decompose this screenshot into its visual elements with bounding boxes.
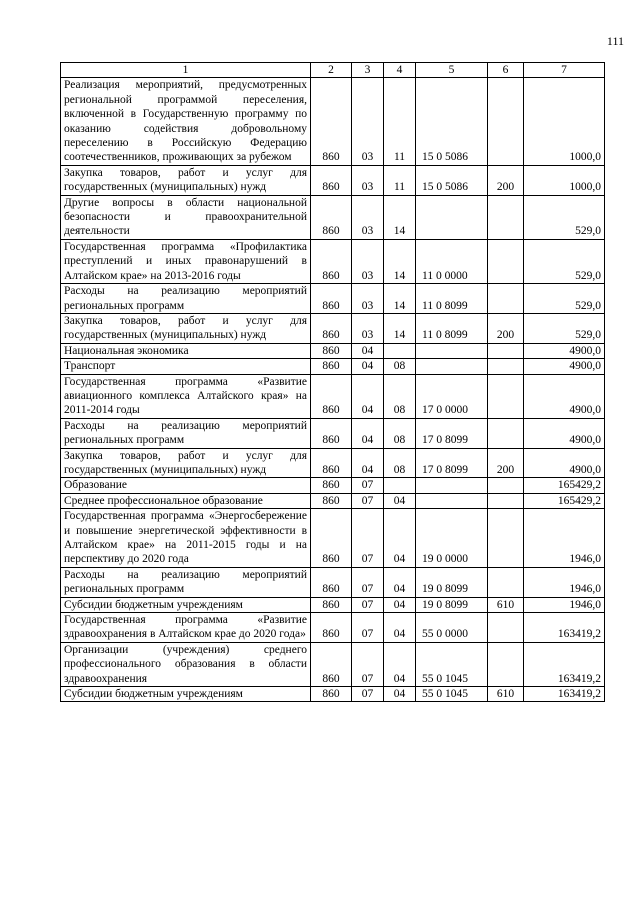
row-name bbox=[61, 613, 311, 643]
row-csr: 15 0 5086 bbox=[416, 78, 488, 165]
row-vr: 610 bbox=[488, 687, 524, 702]
row-csr bbox=[416, 493, 488, 508]
row-vr bbox=[488, 478, 524, 493]
row-ved: 860 bbox=[311, 567, 352, 597]
row-rz: 03 bbox=[352, 284, 384, 314]
row-csr: 55 0 1045 bbox=[416, 687, 488, 702]
row-name-text: Среднее профессиональное образование bbox=[64, 494, 263, 507]
row-vr bbox=[488, 509, 524, 568]
row-name bbox=[61, 195, 311, 239]
row-sum: 165429,2 bbox=[524, 478, 605, 493]
row-name-text: Закупка товаров, работ и услуг для государственных (муниципальных) нужд bbox=[64, 449, 307, 476]
row-vr bbox=[488, 642, 524, 686]
table-row bbox=[61, 343, 605, 358]
row-vr bbox=[488, 374, 524, 418]
column-header: 1 bbox=[61, 63, 311, 78]
column-header: 3 bbox=[352, 63, 384, 78]
row-name bbox=[61, 509, 311, 568]
row-sum: 163419,2 bbox=[524, 687, 605, 702]
row-name-text: Государственная программа «Развитие здравоохранения в Алтайском крае до 2020 года» bbox=[64, 614, 307, 641]
table-row bbox=[61, 78, 605, 165]
page-number: 111 bbox=[606, 34, 624, 48]
row-csr: 19 0 8099 bbox=[416, 567, 488, 597]
row-name bbox=[61, 478, 311, 493]
row-rz: 03 bbox=[352, 78, 384, 165]
row-sum: 163419,2 bbox=[524, 642, 605, 686]
row-ved: 860 bbox=[311, 493, 352, 508]
row-csr: 11 0 8099 bbox=[416, 284, 488, 314]
table-row bbox=[61, 374, 605, 418]
row-name-text: Образование bbox=[64, 479, 128, 492]
table-row bbox=[61, 642, 605, 686]
row-name-text: Реализация мероприятий, предусмотренных региональной программой переселения, включенной в Государственную программу по оказанию содействия добровольному переселению в Российскую Федерацию соотечественников, проживающих за рубежом bbox=[64, 79, 307, 164]
table-row bbox=[61, 195, 605, 239]
row-pr: 04 bbox=[384, 613, 416, 643]
row-sum: 529,0 bbox=[524, 284, 605, 314]
row-name bbox=[61, 493, 311, 508]
row-ved: 860 bbox=[311, 509, 352, 568]
row-sum: 163419,2 bbox=[524, 613, 605, 643]
row-pr: 04 bbox=[384, 493, 416, 508]
row-name bbox=[61, 165, 311, 195]
row-pr: 04 bbox=[384, 642, 416, 686]
table-row bbox=[61, 597, 605, 612]
row-rz: 07 bbox=[352, 567, 384, 597]
row-pr: 14 bbox=[384, 313, 416, 343]
row-sum: 1000,0 bbox=[524, 165, 605, 195]
table-row bbox=[61, 418, 605, 448]
row-pr: 04 bbox=[384, 687, 416, 702]
table-row bbox=[61, 239, 605, 283]
row-csr: 55 0 0000 bbox=[416, 613, 488, 643]
table-body bbox=[61, 78, 605, 702]
table-row bbox=[61, 687, 605, 702]
row-sum: 4900,0 bbox=[524, 448, 605, 478]
row-ved: 860 bbox=[311, 642, 352, 686]
row-rz: 03 bbox=[352, 195, 384, 239]
row-rz: 04 bbox=[352, 359, 384, 374]
row-csr bbox=[416, 359, 488, 374]
row-sum: 529,0 bbox=[524, 239, 605, 283]
row-pr: 08 bbox=[384, 374, 416, 418]
row-sum: 4900,0 bbox=[524, 359, 605, 374]
row-sum: 165429,2 bbox=[524, 493, 605, 508]
row-csr: 15 0 5086 bbox=[416, 165, 488, 195]
row-name-text: Расходы на реализацию мероприятий региональных программ bbox=[64, 285, 307, 312]
row-ved: 860 bbox=[311, 418, 352, 448]
table-row bbox=[61, 313, 605, 343]
row-name-text: Государственная программа «Профилактика преступлений и иных правонарушений в Алтайском крае» на 2013-2016 годы bbox=[64, 240, 307, 282]
row-name bbox=[61, 239, 311, 283]
row-rz: 03 bbox=[352, 239, 384, 283]
row-csr: 17 0 0000 bbox=[416, 374, 488, 418]
row-rz: 07 bbox=[352, 687, 384, 702]
row-rz: 04 bbox=[352, 343, 384, 358]
row-csr: 11 0 8099 bbox=[416, 313, 488, 343]
row-rz: 07 bbox=[352, 597, 384, 612]
row-csr bbox=[416, 195, 488, 239]
row-rz: 07 bbox=[352, 478, 384, 493]
row-vr bbox=[488, 343, 524, 358]
row-sum: 529,0 bbox=[524, 313, 605, 343]
header-row bbox=[61, 63, 605, 78]
row-name-text: Национальная экономика bbox=[64, 344, 189, 357]
table-row bbox=[61, 284, 605, 314]
row-pr: 08 bbox=[384, 359, 416, 374]
row-sum: 4900,0 bbox=[524, 374, 605, 418]
row-name bbox=[61, 313, 311, 343]
row-name bbox=[61, 374, 311, 418]
row-rz: 04 bbox=[352, 374, 384, 418]
row-csr: 19 0 0000 bbox=[416, 509, 488, 568]
row-ved: 860 bbox=[311, 239, 352, 283]
row-pr bbox=[384, 343, 416, 358]
row-name-text: Организации (учреждения) среднего профессионального образования в области здравоохранения bbox=[64, 643, 307, 685]
row-ved: 860 bbox=[311, 165, 352, 195]
row-ved: 860 bbox=[311, 313, 352, 343]
row-name-text: Расходы на реализацию мероприятий региональных программ bbox=[64, 568, 307, 596]
row-name bbox=[61, 78, 311, 165]
row-csr bbox=[416, 478, 488, 493]
row-sum: 1946,0 bbox=[524, 509, 605, 568]
row-pr: 14 bbox=[384, 195, 416, 239]
row-pr: 11 bbox=[384, 78, 416, 165]
row-csr: 19 0 8099 bbox=[416, 597, 488, 612]
row-csr: 55 0 1045 bbox=[416, 642, 488, 686]
row-name-text: Другие вопросы в области национальной безопасности и правоохранительной деятельности bbox=[64, 196, 307, 238]
row-vr: 610 bbox=[488, 597, 524, 612]
row-vr bbox=[488, 418, 524, 448]
row-pr: 04 bbox=[384, 567, 416, 597]
row-name-text: Субсидии бюджетным учреждениям bbox=[64, 688, 243, 701]
row-sum: 1946,0 bbox=[524, 597, 605, 612]
row-vr: 200 bbox=[488, 448, 524, 478]
row-rz: 07 bbox=[352, 493, 384, 508]
row-pr: 14 bbox=[384, 284, 416, 314]
row-rz: 03 bbox=[352, 165, 384, 195]
row-sum: 529,0 bbox=[524, 195, 605, 239]
row-pr: 14 bbox=[384, 239, 416, 283]
row-vr bbox=[488, 493, 524, 508]
row-name bbox=[61, 642, 311, 686]
row-vr bbox=[488, 567, 524, 597]
row-sum: 4900,0 bbox=[524, 418, 605, 448]
row-vr: 200 bbox=[488, 313, 524, 343]
row-pr: 11 bbox=[384, 165, 416, 195]
row-vr bbox=[488, 359, 524, 374]
row-pr bbox=[384, 478, 416, 493]
row-pr: 08 bbox=[384, 418, 416, 448]
row-pr: 08 bbox=[384, 448, 416, 478]
row-ved: 860 bbox=[311, 448, 352, 478]
column-header: 4 bbox=[384, 63, 416, 78]
row-sum: 4900,0 bbox=[524, 343, 605, 358]
row-vr bbox=[488, 613, 524, 643]
row-rz: 07 bbox=[352, 509, 384, 568]
row-csr: 17 0 8099 bbox=[416, 448, 488, 478]
table-row bbox=[61, 448, 605, 478]
row-rz: 03 bbox=[352, 313, 384, 343]
row-vr bbox=[488, 239, 524, 283]
row-name bbox=[61, 597, 311, 612]
row-name bbox=[61, 343, 311, 358]
row-vr bbox=[488, 284, 524, 314]
row-name bbox=[61, 359, 311, 374]
row-name-text: Закупка товаров, работ и услуг для государственных (муниципальных) нужд bbox=[64, 314, 307, 342]
row-csr: 11 0 0000 bbox=[416, 239, 488, 283]
row-sum: 1946,0 bbox=[524, 567, 605, 597]
row-name-text: Государственная программа «Энергосбережение и повышение энергетической эффективности в Алтайском крае» на 2011-2015 годы и на перспективу до 2020 года bbox=[64, 510, 307, 566]
table-row bbox=[61, 165, 605, 195]
row-pr: 04 bbox=[384, 509, 416, 568]
row-name-text: Субсидии бюджетным учреждениям bbox=[64, 598, 243, 611]
row-name bbox=[61, 418, 311, 448]
row-vr: 200 bbox=[488, 165, 524, 195]
row-name bbox=[61, 284, 311, 314]
table-row bbox=[61, 359, 605, 374]
row-ved: 860 bbox=[311, 597, 352, 612]
row-rz: 07 bbox=[352, 642, 384, 686]
row-name bbox=[61, 448, 311, 478]
column-header: 2 bbox=[311, 63, 352, 78]
row-pr: 04 bbox=[384, 597, 416, 612]
table-row bbox=[61, 493, 605, 508]
row-name-text: Государственная программа «Развитие авиационного комплекса Алтайского края» на 2011-2014 годы bbox=[64, 375, 307, 417]
row-name-text: Расходы на реализацию мероприятий региональных программ bbox=[64, 419, 307, 447]
table-row bbox=[61, 509, 605, 568]
budget-table bbox=[60, 62, 605, 702]
row-sum: 1000,0 bbox=[524, 78, 605, 165]
column-header: 7 bbox=[524, 63, 605, 78]
row-name-text: Транспорт bbox=[64, 360, 116, 373]
row-ved: 860 bbox=[311, 284, 352, 314]
row-ved: 860 bbox=[311, 687, 352, 702]
row-name-text: Закупка товаров, работ и услуг для государственных (муниципальных) нужд bbox=[64, 166, 307, 194]
row-rz: 07 bbox=[352, 613, 384, 643]
row-name bbox=[61, 687, 311, 702]
row-csr: 17 0 8099 bbox=[416, 418, 488, 448]
row-ved: 860 bbox=[311, 613, 352, 643]
row-ved: 860 bbox=[311, 78, 352, 165]
row-csr bbox=[416, 343, 488, 358]
row-ved: 860 bbox=[311, 359, 352, 374]
table-row bbox=[61, 613, 605, 643]
row-ved: 860 bbox=[311, 195, 352, 239]
row-rz: 04 bbox=[352, 448, 384, 478]
column-header: 6 bbox=[488, 63, 524, 78]
row-vr bbox=[488, 195, 524, 239]
table-row bbox=[61, 478, 605, 493]
row-name bbox=[61, 567, 311, 597]
row-ved: 860 bbox=[311, 478, 352, 493]
table-row bbox=[61, 567, 605, 597]
column-header: 5 bbox=[416, 63, 488, 78]
row-vr bbox=[488, 78, 524, 165]
row-ved: 860 bbox=[311, 343, 352, 358]
row-ved: 860 bbox=[311, 374, 352, 418]
row-rz: 04 bbox=[352, 418, 384, 448]
